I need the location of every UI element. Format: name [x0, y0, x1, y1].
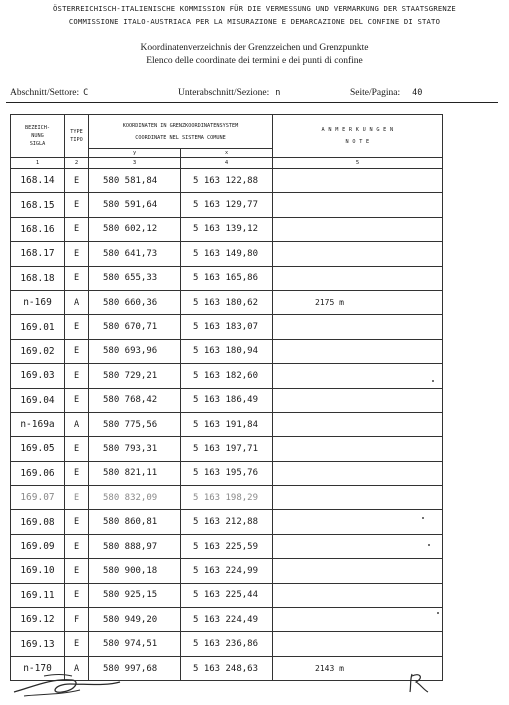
- cell-x: 5 163 198,29: [181, 486, 273, 510]
- cell-note: [273, 437, 443, 461]
- ink-speck: [428, 544, 430, 546]
- page-value: 40: [412, 88, 423, 98]
- cell-y: 580 900,18: [89, 559, 181, 583]
- cell-sigla: 168.16: [11, 217, 65, 241]
- table-row: [11, 437, 443, 461]
- cell-x: 5 163 149,80: [181, 242, 273, 266]
- col-sigla-header: [11, 115, 65, 158]
- table-row: [11, 217, 443, 241]
- table-row: [11, 412, 443, 436]
- table-row: [11, 632, 443, 656]
- cell-note: [273, 534, 443, 558]
- section-field: [10, 88, 88, 98]
- cell-y: 580 888,97: [89, 534, 181, 558]
- col-coords-header: [89, 115, 273, 149]
- cell-note: [273, 388, 443, 412]
- cell-x: 5 163 212,88: [181, 510, 273, 534]
- table-row: [11, 364, 443, 388]
- col-note-header: [273, 115, 443, 158]
- cell-note: [273, 339, 443, 363]
- cell-sigla: 169.05: [11, 437, 65, 461]
- meta-underline: [6, 102, 498, 103]
- cell-x: 5 163 182,60: [181, 364, 273, 388]
- col-number-4: 4: [181, 158, 273, 169]
- subsection-value: n: [275, 88, 281, 98]
- page-label: Seite/Pagina:: [350, 88, 401, 98]
- col-number-5: 5: [273, 158, 443, 169]
- cell-sigla: 169.08: [11, 510, 65, 534]
- table-row: [11, 169, 443, 193]
- column-number-row: [11, 158, 443, 169]
- table-row: [11, 608, 443, 632]
- table-row: [11, 290, 443, 314]
- cell-sigla: n-169: [11, 290, 65, 314]
- cell-note: [273, 510, 443, 534]
- cell-tipo: E: [65, 461, 89, 485]
- cell-note: [273, 583, 443, 607]
- cell-tipo: E: [65, 364, 89, 388]
- cell-y: 580 729,21: [89, 364, 181, 388]
- cell-sigla: 169.03: [11, 364, 65, 388]
- table-row: [11, 559, 443, 583]
- cell-y: 580 655,33: [89, 266, 181, 290]
- col-coords-de: KOORDINATEN IN GRENZKOORDINATENSYSTEM: [122, 122, 239, 129]
- cell-note: [273, 364, 443, 388]
- cell-x: 5 163 165,86: [181, 266, 273, 290]
- cell-tipo: E: [65, 169, 89, 193]
- cell-tipo: E: [65, 217, 89, 241]
- col-coords-it: COORDINATE NEL SISTEMA COMUNE: [135, 134, 226, 141]
- cell-x: 5 163 248,63: [181, 656, 273, 680]
- cell-note: [273, 486, 443, 510]
- header-line-de: ÖSTERREICHISCH-ITALIENISCHE KOMMISSION FÜR DIE VERMESSUNG UND VERMARKUNG DER STAATSGRENZE: [53, 4, 456, 13]
- cell-x: 5 163 191,84: [181, 412, 273, 436]
- subsection-label: Unterabschnitt/Sezione:: [178, 88, 270, 98]
- cell-tipo: E: [65, 632, 89, 656]
- col-tipo-de: TYPE: [70, 129, 83, 135]
- cell-x: 5 163 224,99: [181, 559, 273, 583]
- table-row: [11, 266, 443, 290]
- title-de: Koordinatenverzeichnis der Grenzzeichen und Grenzpunkte: [140, 43, 369, 53]
- cell-y: 580 693,96: [89, 339, 181, 363]
- cell-y: 580 832,09: [89, 486, 181, 510]
- cell-x: 5 163 236,86: [181, 632, 273, 656]
- table-row: [11, 486, 443, 510]
- col-number-1: 1: [11, 158, 65, 169]
- cell-y: 580 602,12: [89, 217, 181, 241]
- cell-note: [273, 632, 443, 656]
- cell-note: [273, 461, 443, 485]
- cell-y: 580 591,64: [89, 193, 181, 217]
- col-sigla-it: SIGLA: [29, 141, 46, 147]
- cell-note: [273, 315, 443, 339]
- cell-sigla: 168.15: [11, 193, 65, 217]
- cell-y: 580 660,36: [89, 290, 181, 314]
- cell-x: 5 163 180,94: [181, 339, 273, 363]
- ink-speck: [437, 612, 439, 614]
- cell-tipo: A: [65, 656, 89, 680]
- cell-x: 5 163 183,07: [181, 315, 273, 339]
- cell-sigla: 168.14: [11, 169, 65, 193]
- signature-right: [404, 670, 434, 696]
- header-line-it: COMMISSIONE ITALO-AUSTRIACA PER LA MISURAZIONE E DEMARCAZIONE DEL CONFINE DI STATO: [68, 17, 441, 26]
- cell-x: 5 163 139,12: [181, 217, 273, 241]
- cell-tipo: E: [65, 559, 89, 583]
- col-note-it: N O T E: [345, 139, 370, 145]
- cell-sigla: 169.04: [11, 388, 65, 412]
- cell-y: 580 974,51: [89, 632, 181, 656]
- table-row: [11, 242, 443, 266]
- cell-note: [273, 608, 443, 632]
- cell-tipo: E: [65, 534, 89, 558]
- table-row: [11, 583, 443, 607]
- cell-tipo: E: [65, 486, 89, 510]
- table-row: [11, 510, 443, 534]
- cell-y: 580 641,73: [89, 242, 181, 266]
- table-row: [11, 339, 443, 363]
- table-row: [11, 315, 443, 339]
- cell-y: 580 997,68: [89, 656, 181, 680]
- cell-tipo: E: [65, 437, 89, 461]
- table-row: [11, 461, 443, 485]
- cell-y: 580 793,31: [89, 437, 181, 461]
- cell-sigla: 168.17: [11, 242, 65, 266]
- col-number-3: 3: [89, 158, 181, 169]
- cell-tipo: E: [65, 266, 89, 290]
- cell-tipo: E: [65, 388, 89, 412]
- cell-tipo: E: [65, 339, 89, 363]
- cell-x: 5 163 186,49: [181, 388, 273, 412]
- cell-y: 580 670,71: [89, 315, 181, 339]
- title-it: Elenco delle coordinate dei termini e dei punti di confine: [146, 56, 363, 66]
- cell-sigla: 168.18: [11, 266, 65, 290]
- cell-tipo: E: [65, 315, 89, 339]
- cell-tipo: A: [65, 290, 89, 314]
- cell-sigla: 169.10: [11, 559, 65, 583]
- cell-sigla: 169.01: [11, 315, 65, 339]
- cell-sigla: 169.09: [11, 534, 65, 558]
- cell-tipo: E: [65, 193, 89, 217]
- cell-note: [273, 266, 443, 290]
- cell-note: [273, 193, 443, 217]
- cell-tipo: A: [65, 412, 89, 436]
- cell-x: 5 163 195,76: [181, 461, 273, 485]
- section-value: C: [83, 88, 89, 98]
- cell-x: 5 163 225,59: [181, 534, 273, 558]
- col-note-de: A N M E R K U N G E N: [321, 127, 394, 133]
- cell-y: 580 925,15: [89, 583, 181, 607]
- cell-x: 5 163 225,44: [181, 583, 273, 607]
- cell-x: 5 163 129,77: [181, 193, 273, 217]
- cell-tipo: F: [65, 608, 89, 632]
- col-tipo-it: TIPO: [70, 137, 83, 143]
- col-y-header: y: [89, 149, 181, 158]
- ink-speck: [422, 517, 424, 519]
- cell-sigla: 169.07: [11, 486, 65, 510]
- cell-y: 580 768,42: [89, 388, 181, 412]
- subsection-field: [178, 88, 280, 98]
- coordinates-table: [10, 114, 443, 681]
- col-number-2: 2: [65, 158, 89, 169]
- cell-note: [273, 412, 443, 436]
- cell-note: [273, 169, 443, 193]
- cell-sigla: n-170: [11, 656, 65, 680]
- cell-x: 5 163 122,88: [181, 169, 273, 193]
- cell-x: 5 163 197,71: [181, 437, 273, 461]
- cell-y: 580 821,11: [89, 461, 181, 485]
- cell-y: 580 775,56: [89, 412, 181, 436]
- signature-left: [10, 670, 125, 700]
- cell-sigla: 169.06: [11, 461, 65, 485]
- cell-sigla: 169.12: [11, 608, 65, 632]
- table-row: [11, 534, 443, 558]
- table-row: [11, 388, 443, 412]
- cell-y: 580 581,84: [89, 169, 181, 193]
- cell-sigla: 169.11: [11, 583, 65, 607]
- section-label: Abschnitt/Settore:: [10, 88, 80, 98]
- cell-tipo: E: [65, 242, 89, 266]
- cell-sigla: n-169a: [11, 412, 65, 436]
- header-row: [11, 115, 443, 149]
- ink-speck: [432, 380, 434, 382]
- cell-note: 2175 m: [273, 290, 443, 314]
- cell-tipo: E: [65, 510, 89, 534]
- cell-y: 580 860,81: [89, 510, 181, 534]
- cell-sigla: 169.13: [11, 632, 65, 656]
- col-sigla-de-2: NUNG: [31, 133, 44, 139]
- col-tipo-header: [65, 115, 89, 158]
- cell-note: [273, 242, 443, 266]
- col-x-header: x: [181, 149, 273, 158]
- cell-note: 2143 m: [273, 656, 443, 680]
- col-sigla-de-1: BEZEICH-: [25, 125, 50, 131]
- cell-note: [273, 559, 443, 583]
- cell-tipo: E: [65, 583, 89, 607]
- cell-x: 5 163 224,49: [181, 608, 273, 632]
- cell-y: 580 949,20: [89, 608, 181, 632]
- page-field: [350, 88, 422, 98]
- table-row: [11, 193, 443, 217]
- cell-sigla: 169.02: [11, 339, 65, 363]
- cell-x: 5 163 180,62: [181, 290, 273, 314]
- cell-note: [273, 217, 443, 241]
